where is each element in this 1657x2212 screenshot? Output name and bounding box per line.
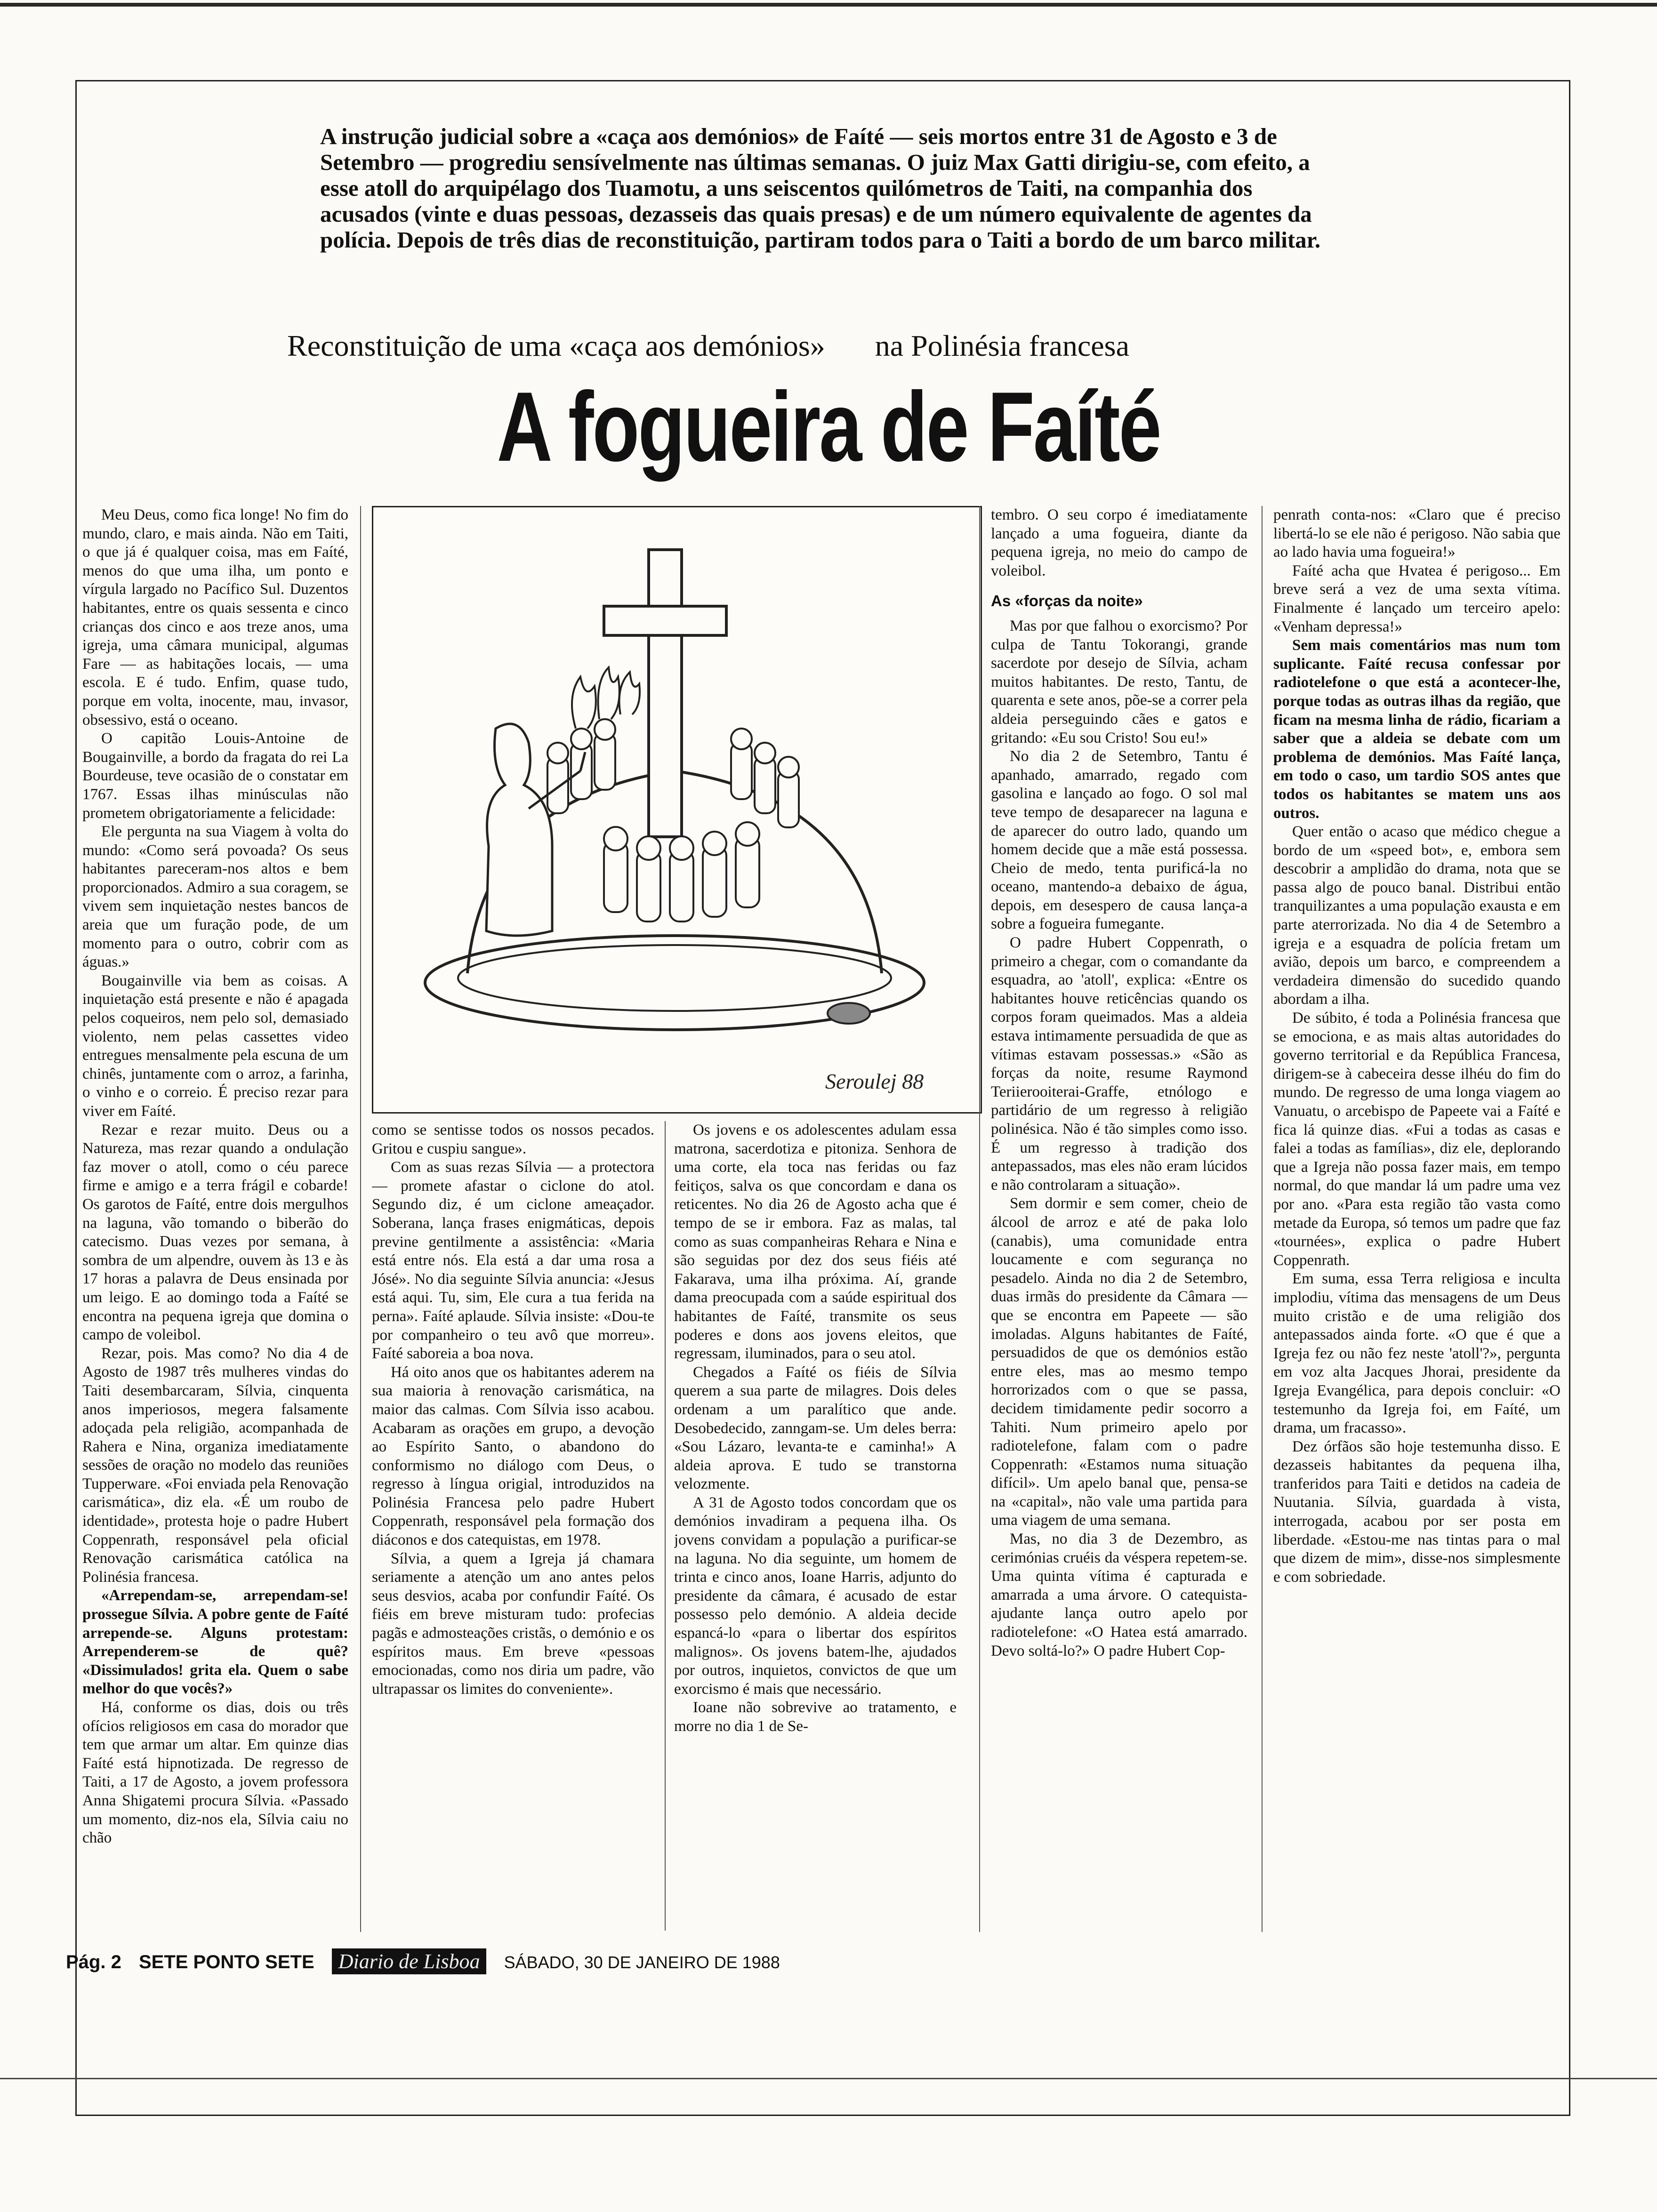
paragraph: Há oito anos que os habitantes aderem na sua maioria à renovação carismática, na maior das calmas. Com Sílvia isso acabou. Acabaram as orações em grupo, a devoção ao Espírito Santo, o abandono do conformismo no diálogo com Deus, o regresso à língua origial, introduzidos na Polinésia Francesa pelo padre Hubert Coppenrath, responsável pela formação dos diáconos e dos catequistas, em 1978. (372, 1363, 654, 1549)
masthead-logo: Diario de Lisboa (332, 1948, 487, 1974)
paragraph: penrath conta-nos: «Claro que é preciso libertá-lo se ele não é perigoso. Não sabia que ao lado havia uma fogueira!» (1273, 506, 1560, 561)
column-3 (674, 1121, 957, 1931)
paragraph: O padre Hubert Coppenrath, o primeiro a chegar, com o comandante da esquadra, ao 'atoll', explica: «Entre os habitantes houve reticências quando os corpos foram queimados. Mas a aldeia estava intimamente persuadida de que as vítimas estavam possessas.» «São as forças da noite, resume Raymond Teriierooiterai-Graffe, etnólogo e partidário de um regresso à religião polinésica. Não é tão simples como isso. É um regresso à tradição dos antepassados, mas eles não eram lúcidos e não controlaram a situação». (991, 934, 1247, 1194)
signature: Seroulej 88 (825, 1069, 924, 1093)
paragraph: Mas por que falhou o exorcismo? Por culpa de Tantu Tokorangi, grande sacerdote por desejo de Sílvia, acham muitos habitantes. De resto, Tantu, de quarenta e sete anos, põe-se a correr pela aldeia perseguindo cães e gatos e gritando: «Eu sou Cristo! Sou eu!» (991, 617, 1247, 746)
paragraph: Meu Deus, como fica longe! No fim do mundo, claro, e mais ainda. Não em Taiti, o que já é qualquer coisa, mas em Faíté, menos do que uma ilha, um ponto e vírgula largado no Pacífico Sul. Duzentos habitantes, entre os quais sessenta e cinco crianças dos cinco e aos treze anos, uma igreja, uma câmara municipal, algumas Fare — as habitações locais, — uma escola. E é tudo. Enfim, quase tudo, porque em volta, inocente, mau, invasor, obsessivo, está o oceano. (82, 506, 348, 729)
paragraph: Sem dormir e sem comer, cheio de álcool de arroz e até de paka lolo (canabis), uma comunidade entra loucamente e com segurança no pesadelo. Ainda no dia 2 de Setembro, duas irmãs do presidente da Câmara — que se encontra em Papeete — são imoladas. Alguns habitantes de Faíté, persuadidos de que os demónios estão entre eles, mas ao mesmo tempo horrorizados com o que se passa, decidem timidamente pedir socorro a Tahiti. Num primeiro apelo por radiotelefone, falam com o padre Coppenrath: «Estamos numa situação difícil». Um apelo banal que, pensa-se na «capital», não vale uma partida para uma viagem de uma semana. (991, 1195, 1247, 1529)
paragraph: Ele pergunta na sua Viagem à volta do mundo: «Como será povoada? Os seus habitantes pareceram-nos altos e bem proporcionados. Admiro a sua coragem, se vivem sem inquietação nestes bancos de areia que um furação pode, de um momento para o outro, cobrir com as águas.» (82, 823, 348, 971)
headline: A fogueira de Faíté (497, 371, 1160, 482)
paragraph: Bougainville via bem as coisas. A inquietação está presente e não é apagada pelos coqueiros, nem pelo sol, demasiado violento, nem pelas cassettes video entregues mensalmente pela escuna de um chinês, juntamente com o arroz, a farinha, o vinho e o correio. É preciso rezar para viver em Faíté. (82, 972, 348, 1120)
page-footer (66, 1948, 792, 1974)
kicker-part-a: Reconstituição de uma «caça aos demónios» (287, 329, 825, 362)
bonfire-cartoon (373, 507, 981, 1112)
paragraph: Com as suas rezas Sílvia — a protectora — promete afastar o ciclone do atol. Segundo diz, é um ciclone ameaçador. Soberana, lança frases enigmáticas, depois previne gentilmente a assistência: «Maria está entre nós. Ela está a dar uma rosa a Jósé». No dia seguinte Sílvia anuncia: «Jesus está aqui. Tu, sim, Ele cura a tua ferida na perna». Faíté aplaude. Sílvia insiste: «Dou-te por companheiro o teu avô que morreu». Faíté saboreia a boa nova. (372, 1159, 654, 1362)
paragraph: De súbito, é toda a Polinésia francesa que se emociona, e as mais altas autoridades do governo territorial e da República Francesa, dirigem-se à cabeceira desse ilhéu do fim do mundo. De regresso de uma longa viagem ao Vanuatu, o arcebispo de Papeete vai a Faíté e fica lá quinze dias. «Fui a todas as casas e falei a todas as famílias», diz ele, deplorando que a Igreja não possa fazer mais, em tempo normal, do que mandar lá um padre uma vez por ano. «Para esta região tão vasta como metade da Europa, só temos um padre que faz «tournées», explica o padre Hubert Coppenrath. (1273, 1010, 1560, 1269)
paragraph: Os jovens e os adolescentes adulam essa matrona, sacerdotiza e pitoniza. Senhora de uma corte, ela toca nas feridas ou faz feitiços, salva os que concordam e dana os reticentes. No dia 26 de Agosto acha que é tempo de se ir embora. Faz as malas, tal como as suas companheiras Rehara e Nina e são seguidas por dez dos seus fiéis até Fakarava, uma ilha próxima. Aí, grande dama preocupada com a saúde espiritual dos habitantes de Faíté, transmite os seus poderes e dons aos jovens eleitos, que regressam, iluminados, para o seu atol. (674, 1122, 957, 1362)
paragraph: Há, conforme os dias, dois ou três ofícios religiosos em casa do morador que tem que armar um altar. Em quinze dias Faíté está hipnotizada. De regresso de Taiti, a 17 de Agosto, a jovem professora Anna Shigatemi procura Sílvia. «Passado um momento, diz-nos ela, Sílvia caiu no chão (82, 1699, 348, 1847)
paragraph: Faíté acha que Hvatea é perigoso... Em breve será a vez de uma sexta vítima. Finalmente é lançado um terceiro apelo: «Venham depressa!» (1273, 562, 1560, 635)
column-4 (991, 506, 1247, 1932)
paragraph: tembro. O seu corpo é imediatamente lançado a uma fogueira, diante da pequena igreja, no meio do campo de voleibol. (991, 506, 1247, 579)
kicker (287, 329, 1473, 362)
paragraph: Rezar, pois. Mas como? No dia 4 de Agosto de 1987 três mulheres vindas do Taiti desembarcaram, Sílvia, cinquenta anos imperiosos, megera falsamente adoçada pela religião, acompanhada de Rahera e Nina, organiza imediatamente sessões de oração no modelo das reuniões Tupperware. «Foi enviada pela Renovação carismática», diz ela. «É um roubo de identidade», protesta hoje o padre Hubert Coppenrath, responsável pela oficial Renovação carismática católica na Polinésia francesa. (82, 1345, 348, 1586)
top-rule (0, 3, 1657, 7)
paragraph: Ioane não sobrevive ao tratamento, e morre no dia 1 de Se- (674, 1699, 957, 1735)
paragraph: como se sentisse todos os nossos pecados. Gritou e cuspiu sangue». (372, 1122, 654, 1157)
paragraph: Chegados a Faíté os fiéis de Sílvia querem a sua parte de milagres. Dois deles ordenam a um paralítico que ande. Desobedecido, zanngam-se. Um deles berra: «Sou Lázaro, levanta-te e caminha!» A aldeia aprova. E tudo se transtorna velozmente. (674, 1363, 957, 1493)
section-name: SETE PONTO SETE (138, 1952, 314, 1972)
paragraph: Rezar e rezar muito. Deus ou a Natureza, mas rezar quando a ondulação faz mover o atoll, como o céu parece firme e amigo e a terra frágil e cobarde! Os garotos de Faíté, entre dois mergulhos na laguna, vão tomando o biberão do catecismo. Duas vezes por semana, à sombra de um alpendre, ouvem às 13 e às 17 horas a palavra de Deus ensinada por um leigo. E ao domingo toda a Faíté se encontra na pequena igreja que domina o campo de voleibol. (82, 1121, 348, 1344)
paragraph: «Arrependam-se, arrependam-se! prossegue Sílvia. A pobre gente de Faíté arrepende-se. Alguns protestam: Arrependerem-se de quê? «Dissimulados! grita ela. Quem o sabe melhor do que vocês?» (82, 1587, 348, 1698)
column-rule (665, 1121, 666, 1931)
subheading: As «forças da noite» (991, 592, 1143, 610)
rock (828, 1003, 870, 1024)
column-1 (82, 506, 348, 1932)
paragraph: Quer então o acaso que médico chegue a bordo de um «speed bot», e, embora sem descobrir a amplidão do drama, nota que se passa algo de pouco banal. Distribui então tranquilizantes a uma população exausta e em parte aterrorizada. No dia 4 de Setembro a igreja e a esquadra de polícia fretam um avião, depois um barco, e compreendem a verdadeira dimensão do sucedido quando abordam a ilha. (1273, 823, 1560, 1008)
paragraph: Mas, no dia 3 de Dezembro, as cerimónias cruéis da véspera repetem-se. Uma quinta vítima é capturada e amarrada a uma árvore. O catequista-ajudante lança outro apelo por radiotelefone: «O Hatea está amarrado. Devo soltá-lo?» O padre Hubert Cop- (991, 1531, 1247, 1659)
island-rim (458, 945, 891, 1011)
paragraph: Em suma, essa Terra religiosa e inculta implodiu, vítima das mensagens de um Deus muito cristão e de uma religião dos antepassados ainda forte. «O que é que a Igreja fez ou não fez neste 'atoll'?», pergunta em voz alta Jacques Jhorai, presidente da Igreja Evangélica, para depois concluir: «O testemunho da Igreja foi, em Faíté, um drama, um fracasso». (1273, 1270, 1560, 1437)
bottom-rule (0, 2078, 1657, 2079)
paragraph: No dia 2 de Setembro, Tantu é apanhado, amarrado, regado com gasolina e lançado ao fogo. O sol mal teve tempo de desaparecer na laguna e de aparecer do outro lado, quando um homem decide que a mãe está possessa. Cheio de medo, tenta purificá-la no oceano, mantendo-a debaixo de água, depois, em desespero de causa lança-a sobre a fogueira fumegante. (991, 748, 1247, 933)
column-rule (1262, 506, 1263, 1932)
cross (604, 550, 726, 837)
lead-paragraph: A instrução judicial sobre a «caça aos demónios» de Faíté — seis mortos entre 31 de Agosto e 3 de Setembro — progrediu sensívelmente nas últimas semanas. O juiz Max Gatti dirigiu-se, com efeito, a esse atoll do arquipélago dos Tuamotu, a uns seiscentos quilómetros de Taiti, na companhia dos acusados (vinte e duas pessoas, dezasseis das quais presas) e de um número equivalente de agentes da polícia. Depois de três dias de reconstituição, partiram todos para o Taiti a bordo de um barco militar. (320, 123, 1321, 253)
illustration (372, 506, 982, 1114)
paragraph: Sílvia, a quem a Igreja já chamara seriamente a atenção um ano antes pelos seus desvios, acaba por confundir Faíté. Os fiéis em breve misturam tudo: profecias pagãs e admosteações cristãs, o demónio e os espíritos maus. Em breve «pessoas emocionadas, como nos diria um padre, vão ultrapassar os limites do conveniente». (372, 1550, 654, 1698)
dateline: SÁBADO, 30 DE JANEIRO DE 1988 (504, 1953, 780, 1972)
column-rule (979, 506, 980, 1932)
paragraph: A 31 de Agosto todos concordam que os demónios invadiram a pequena ilha. Os jovens convidam a população a purificar-se na laguna. No dia seguinte, um homem de trinta e cinco anos, Ioane Harris, adjunto do presidente da câmara, é acusado de estar possesso pelo demónio. A aldeia decide espancá-lo «para o libertar dos espíritos malignos». Os jovens batem-lhe, ajudados por outros, inquietos, convictos de que um exorcismo é mais que necessário. (674, 1494, 957, 1698)
column-2 (372, 1121, 654, 1931)
kicker-part-b: na Polinésia francesa (875, 329, 1129, 362)
paragraph: Dez órfãos são hoje testemunha disso. E dezasseis habitantes da pequena ilha, tranferidos para Taiti e detidos na cadeia de Nuutania. Sílvia, guardada à vista, interrogada, acabou por ser posta em liberdade. «Estou-me nas tintas para o mal que dizem de mim», disse-nos simplesmente e com sobriedade. (1273, 1438, 1560, 1586)
column-5 (1273, 506, 1560, 1932)
page-number: Pág. 2 (66, 1952, 121, 1972)
paragraph: O capitão Louis-Antoine de Bougainville, a bordo da fragata do rei La Bourdeuse, teve ocasião de o constatar em 1767. Essas ilhas minúsculas não prometem obrigatoriamente a felicidade: (82, 730, 348, 822)
paragraph: Sem mais comentários mas num tom suplicante. Faíté recusa confessar por radiotelefone o que está a acontecer-lhe, porque todas as outras ilhas da região, que ficam na mesma linha de rádio, ficariam a saber que a aldeia se debate com um problema de demónios. Mas Faíté lança, em todo o caso, um tardio SOS antes que todos os habitantes se matem uns aos outros. (1273, 637, 1560, 822)
column-rule (360, 506, 361, 1932)
